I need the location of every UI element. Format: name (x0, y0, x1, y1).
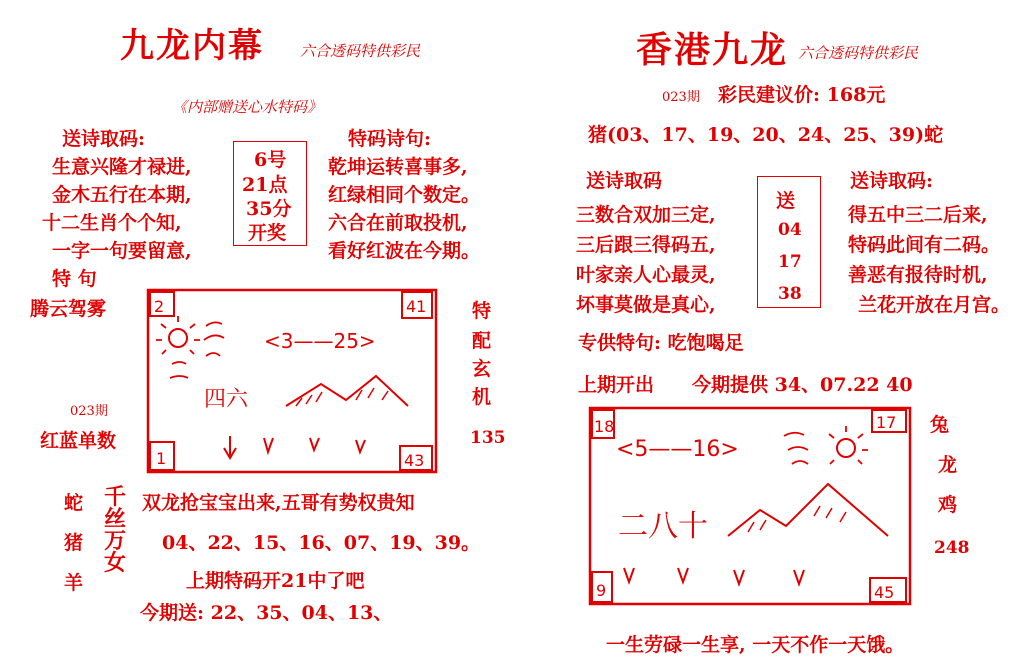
side-char: 配 (472, 330, 492, 352)
pig-line: 猪(03、17、19、20、24、25、39)蛇 (588, 124, 944, 146)
left-side-number: 135 (470, 428, 506, 448)
grass-icon (224, 436, 365, 458)
right-hint-picture (588, 406, 912, 606)
right-issue: 023期 (662, 90, 700, 105)
right-poem-a-line: 叶家亲人心最灵, (576, 264, 716, 286)
left-poem-b-heading: 特码诗句: (348, 128, 432, 150)
left-poem-b-line: 红绿相同个数定。 (328, 184, 481, 206)
mountain-icon (728, 484, 888, 536)
today-line: 今期送: 22、35、04、13、 (140, 602, 393, 624)
left-poem-a-line: 生意兴隆才禄进, (52, 156, 192, 178)
send-box-item: 04 (778, 220, 802, 240)
send-box-item: 38 (778, 284, 802, 304)
left-hint-picture (146, 288, 438, 474)
corner-br: 43 (404, 451, 425, 470)
corner-br: 45 (874, 583, 895, 602)
right-poem-a-line: 坏事莫做是真心, (576, 294, 716, 316)
side-char: 玄 (472, 358, 492, 380)
side-char: 特 (472, 300, 492, 322)
side-zodiac: 兔 (930, 414, 950, 436)
grass-icon (624, 568, 804, 584)
left-poem-a-line: 一字一句要留意, (52, 240, 192, 262)
side-char: 机 (472, 386, 492, 408)
corner-tr: 41 (406, 297, 427, 316)
send-box-item: 17 (778, 252, 802, 272)
right-poem-a-heading: 送诗取码 (586, 170, 663, 192)
red-blue-odd: 红蓝单数 (40, 430, 117, 452)
side-zodiac: 鸡 (938, 494, 958, 516)
corner-tr: 17 (876, 413, 897, 432)
this-period-right: 今期提供 34、07.22 40 (692, 374, 913, 396)
draw-time-line: 开奖 (248, 222, 287, 244)
left-subtitle: 六合透码特供彩民 (300, 42, 421, 60)
side-zodiac: 龙 (938, 454, 958, 476)
side-number: 248 (934, 538, 970, 558)
zodiac-item: 猪 (64, 532, 84, 554)
corner-tl: 18 (594, 417, 615, 436)
left-poem-a-heading: 送诗取码: (62, 128, 146, 150)
right-subtitle: 六合透码特供彩民 (798, 44, 919, 62)
pic-chinese: 四六 (204, 387, 249, 412)
pic-range: <3——25> (264, 329, 376, 353)
right-poem-b-line: 特码此间有二码。 (848, 234, 1001, 256)
sun-icon (169, 329, 187, 347)
left-title: 九龙内幕 (120, 26, 264, 66)
right-poem-a-line: 三数合双加三定, (576, 204, 716, 226)
left-poem-a-line: 十二生肖个个知, (42, 212, 182, 234)
dragon-line: 双龙抢宝宝出来,五哥有势权贵知 (142, 492, 415, 514)
right-poem-b-heading: 送诗取码: (850, 170, 934, 192)
left-banner: 《内部赠送心水特码》 (172, 98, 323, 116)
right-poem-a-line: 三后跟三得码五, (576, 234, 716, 256)
zodiac-item: 羊 (64, 572, 84, 594)
numbers-line: 04、22、15、16、07、19、39。 (162, 532, 481, 554)
last-period-right: 上期开出 (578, 374, 655, 396)
footer-slogan: 一生劳碌一生享, 一天不作一天饿。 (606, 634, 905, 656)
left-poem-a-line: 金木五行在本期, (52, 184, 192, 206)
left-poem-b-line: 乾坤运转喜事多, (328, 156, 468, 178)
draw-time-line: 21点 (242, 174, 288, 196)
corner-bl: 9 (596, 581, 607, 600)
draw-time-line: 6号 (254, 149, 287, 171)
corner-bl: 1 (156, 449, 167, 468)
pic-range: <5——16> (616, 437, 739, 462)
zodiac-item: 蛇 (64, 492, 84, 514)
special-phrase-label: 特 句 (52, 268, 97, 290)
right-poem-b-line: 兰花开放在月宫。 (858, 294, 1011, 316)
special-phrase-right: 专供特句: 吃饱喝足 (578, 332, 744, 354)
special-phrase: 腾云驾雾 (30, 298, 107, 320)
left-issue: 023期 (70, 404, 108, 419)
send-box-item: 送 (776, 190, 796, 212)
suggested-price: 彩民建议价: 168元 (718, 84, 886, 106)
vertical-big-text: 千 丝 万 女 (103, 484, 126, 576)
draw-time-line: 35分 (246, 198, 292, 220)
right-poem-b-line: 善恶有报待时机, (848, 264, 988, 286)
left-poem-b-line: 看好红波在今期。 (328, 240, 481, 262)
pic-chinese: 二八十 (618, 509, 708, 544)
sun-icon (837, 439, 855, 457)
right-poem-b-line: 得五中三二后来, (848, 204, 988, 226)
left-poem-b-line: 六合在前取投机, (328, 212, 468, 234)
right-title: 香港九龙 (636, 29, 789, 71)
mountain-icon (286, 376, 408, 406)
corner-tl: 2 (154, 297, 165, 316)
last-period-line: 上期特码开21中了吧 (186, 570, 365, 592)
